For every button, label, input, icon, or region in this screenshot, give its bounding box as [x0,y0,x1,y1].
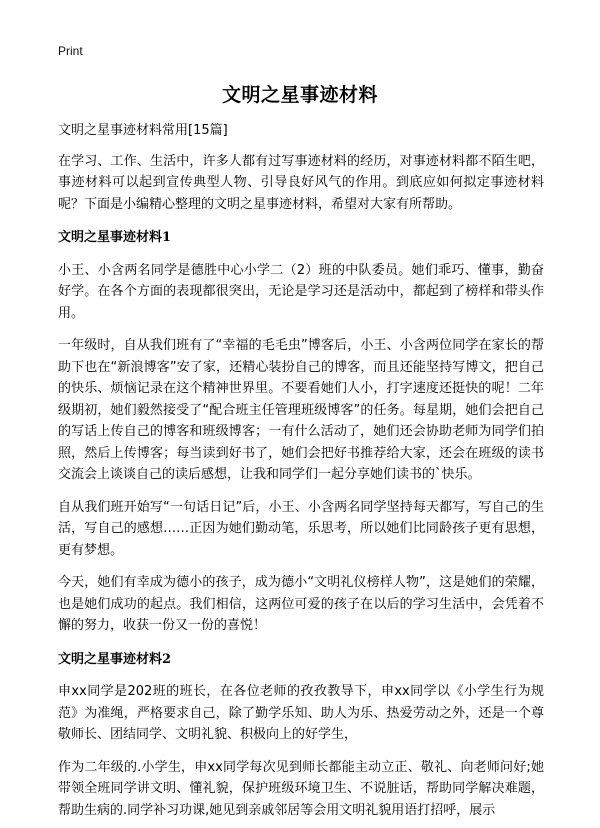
intro-paragraph: 在学习、工作、生活中，许多人都有过写事迹材料的经历，对事迹材料都不陌生吧，事迹材料可以起到宣传典型人物、引导良好风气的作用。到底应如何拟定事迹材料呢？下面是小编精心整理的文明之星事迹材料，希望对大家有所帮助。 [58,153,544,212]
document-body [58,120,544,828]
section1-paragraph-3: 自从我们班开始写“一句话日记”后，小王、小含两名同学坚持每天都写，写自己的生活，写自己的感想……正因为她们勤动笔，乐思考，所以她们比同龄孩子更有思想，更有梦想。 [58,499,544,558]
document-title: 文明之星事迹材料 [221,84,378,106]
section1-paragraph-1: 小王、小含两名同学是德胜中心小学二（2）班的中队委员。她们乖巧、懂事，勤奋好学。在各个方面的表现都很突出，无论是学习还是活动中，都起到了榜样和带头作用。 [58,262,544,321]
section2-paragraph-2: 作为二年级的.小学生，申xx同学每次见到师长都能主动立正、敬礼、向老师问好;她带领全班同学讲文明、懂礼貌，保护班级环境卫生、不说脏话，帮助同学解决难题，帮助生病的.同学补习功课,她见到亲戚邻居等会用文明礼貌用语打招呼，展示 [58,759,544,818]
document-subtitle: 文明之星事迹材料常用[15篇] [58,123,228,138]
section-heading-1: 文明之星事迹材料1 [58,230,172,245]
print-label: Print [58,44,83,58]
section-heading-2: 文明之星事迹材料2 [58,651,172,667]
section1-paragraph-2: 一年级时，自从我们班有了“幸福的毛毛虫”博客后，小王、小含两位同学在家长的帮助下也在“新浪博客”安了家，还精心装扮自己的博客，而且还能坚持写博文，把自己的快乐、烦恼记录在这个精神世界里。不要看她们人小，打字速度还挺快的呢！二年级期初，她们毅然接受了“配合班主任管理班级博客”的任务。每星期，她们会把自己的写话上传自己的博客和班级博客；一有什么活动了，她们还会协助老师为同学们拍照，然后上传博客；每当读到好书了，她们会把好书推荐给大家，还会在班级的读书交流会上谈谈自己的读后感想，让我和同学们一起分享她们读书的`快乐。 [58,338,544,482]
section2-paragraph-1: 申xx同学是202班的班长，在各位老师的孜孜教导下，申xx同学以《小学生行为规范》为准绳，严格要求自己，除了勤学乐知、助人为乐、热爱劳动之外，还是一个尊敬师长、团结同学、文明礼貌、积极向上的好学生， [58,684,544,742]
section1-paragraph-4: 今天，她们有幸成为德小的孩子，成为德小“文明礼仪榜样人物”，这是她们的荣耀，也是她们成功的起点。我们相信，这两位可爱的孩子在以后的学习生活中，会凭着不懈的努力，收获一份又一份的喜悦！ [58,575,544,633]
